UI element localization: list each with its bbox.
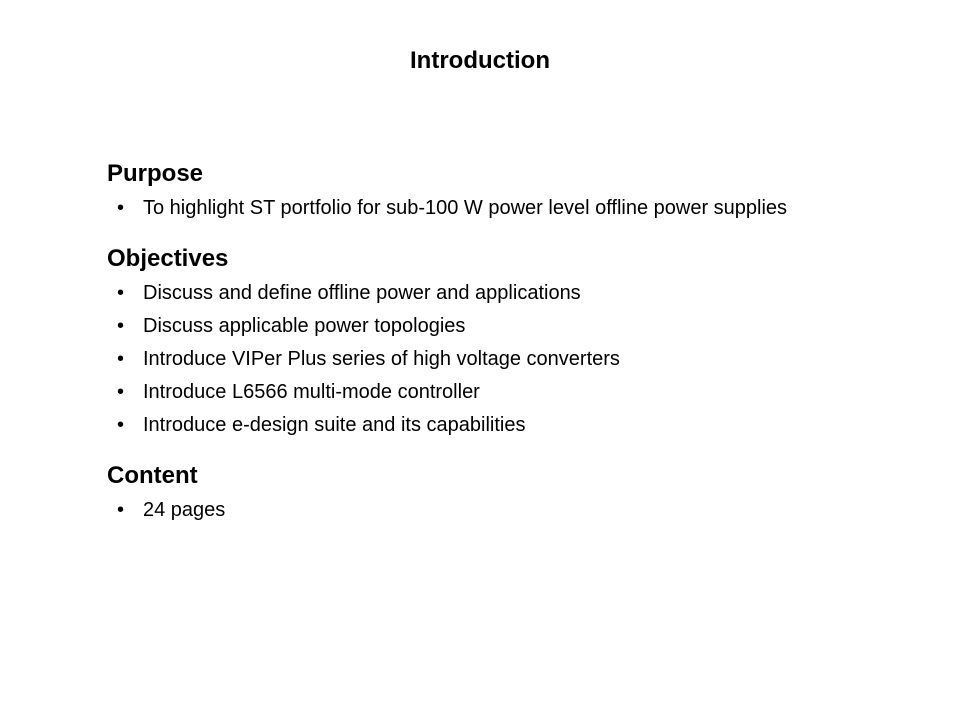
list-item: [107, 411, 847, 440]
section-content: [107, 460, 847, 525]
list-item: [107, 312, 847, 341]
list-item: [107, 194, 847, 223]
purpose-bullet-list: [107, 194, 847, 223]
list-item: [107, 496, 847, 525]
bullet-text: Introduce L6566 multi-mode controller: [143, 381, 480, 403]
objectives-bullet-list: [107, 279, 847, 440]
slide-title: Introduction: [410, 47, 550, 74]
bullet-icon: •: [117, 282, 125, 304]
bullet-text: Introduce e-design suite and its capabilities: [143, 414, 526, 436]
bullet-text: Discuss applicable power topologies: [143, 315, 466, 337]
section-objectives: [107, 243, 847, 440]
bullet-icon: •: [117, 381, 125, 403]
bullet-icon: •: [117, 197, 125, 219]
section-heading-purpose: Purpose: [107, 160, 204, 187]
bullet-icon: •: [117, 499, 125, 521]
bullet-text: Introduce VIPer Plus series of high voltage converters: [143, 348, 620, 370]
bullet-text: To highlight ST portfolio for sub-100 W power level offline power supplies: [143, 197, 788, 219]
section-purpose: [107, 158, 847, 223]
content-bullet-list: [107, 496, 847, 525]
section-heading-objectives: Objectives: [107, 245, 229, 272]
bullet-text: 24 pages: [143, 499, 226, 521]
slide-body: [107, 158, 847, 525]
list-item: [107, 279, 847, 308]
section-heading-content: Content: [107, 462, 198, 489]
bullet-icon: •: [117, 414, 125, 436]
list-item: [107, 378, 847, 407]
bullet-icon: •: [117, 315, 125, 337]
list-item: [107, 345, 847, 374]
bullet-text: Discuss and define offline power and applications: [143, 282, 581, 304]
bullet-icon: •: [117, 348, 125, 370]
